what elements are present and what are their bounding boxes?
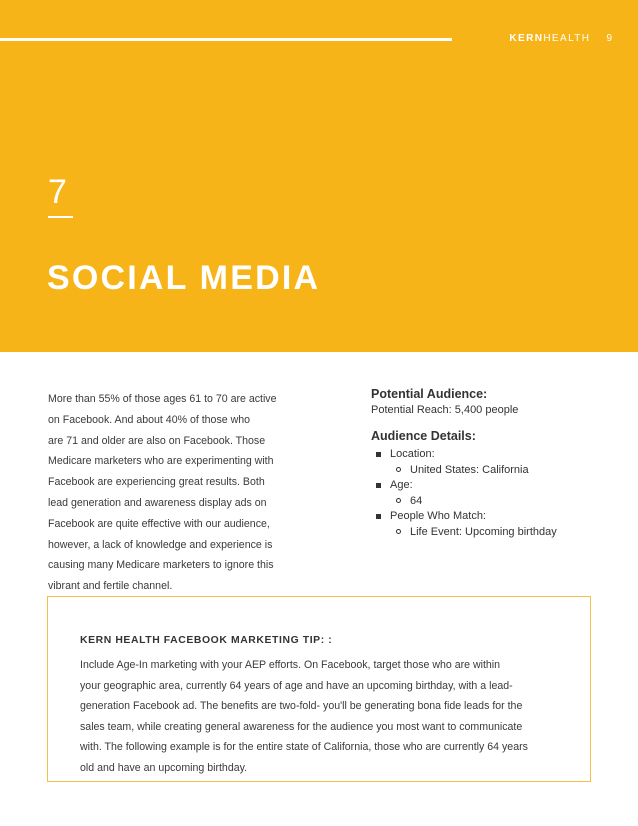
body-line: on Facebook. And about 40% of those who [48,413,251,426]
detail-label: People Who Match: [390,510,486,522]
detail-label: Age: [390,479,413,491]
audience-details-heading: Audience Details: [371,429,476,443]
tip-line: with. The following example is for the entire state of California, those who are currently 64 years [80,741,528,754]
square-bullet-icon [376,452,381,457]
body-line: lead generation and awareness display ads on [48,496,267,509]
tip-line: sales team, while creating general awareness for the audience you most want to communicate [80,720,523,733]
detail-value: Life Event: Upcoming birthday [410,525,557,538]
tip-line: old and have an upcoming birthday. [80,761,248,774]
potential-reach: Potential Reach: 5,400 people [371,404,519,416]
body-line: Facebook are experiencing great results. Both [48,476,265,489]
page-number: 9 [606,33,612,44]
body-line: however, a lack of knowledge and experience is [48,538,273,551]
tip-title: KERN HEALTH FACEBOOK MARKETING TIP: : [80,635,333,646]
body-paragraph [48,389,303,597]
tip-line: Include Age-In marketing with your AEP efforts. On Facebook, target those who are within [80,659,501,671]
brand-name-bold: KERN [509,33,544,44]
detail-item [371,509,607,525]
chapter-banner [0,0,638,352]
detail-subitem [371,525,607,541]
detail-value: United States: California [410,463,529,476]
square-bullet-icon [376,483,381,488]
circle-bullet-icon [396,498,401,503]
facebook-audience-screenshot [371,386,607,540]
body-line: More than 55% of those ages 61 to 70 are active [48,393,277,405]
body-line: Facebook are quite effective with our audience, [48,517,270,530]
potential-audience-heading: Potential Audience: [371,387,488,401]
circle-bullet-icon [396,529,401,534]
detail-subitem [371,494,607,510]
detail-label: Location: [390,448,435,460]
marketing-tip-box [47,596,591,782]
circle-bullet-icon [396,467,401,472]
detail-subitem [371,463,607,479]
tip-line: generation Facebook ad. The benefits are two-fold- you'll be generating bona fide leads for the [80,700,523,713]
body-line: are 71 and older are also on Facebook. Those [48,434,266,447]
header-rule [0,38,452,41]
detail-item [371,447,607,463]
body-line: Medicare marketers who are experimenting with [48,455,274,468]
tip-line: your geographic area, currently 64 years of age and have an upcoming birthday, with a lead- [80,679,513,692]
chapter-title: SOCIAL MEDIA [47,259,321,297]
chapter-number: 7 [48,173,67,211]
chapter-underline [48,216,73,218]
brand-name-light: HEALTH [543,33,591,44]
square-bullet-icon [376,514,381,519]
running-header [509,33,612,45]
tip-body [80,655,574,779]
body-line: causing many Medicare marketers to ignore this [48,559,274,572]
detail-item [371,478,607,494]
body-line: vibrant and fertile channel. [48,580,173,593]
detail-value: 64 [410,494,423,507]
